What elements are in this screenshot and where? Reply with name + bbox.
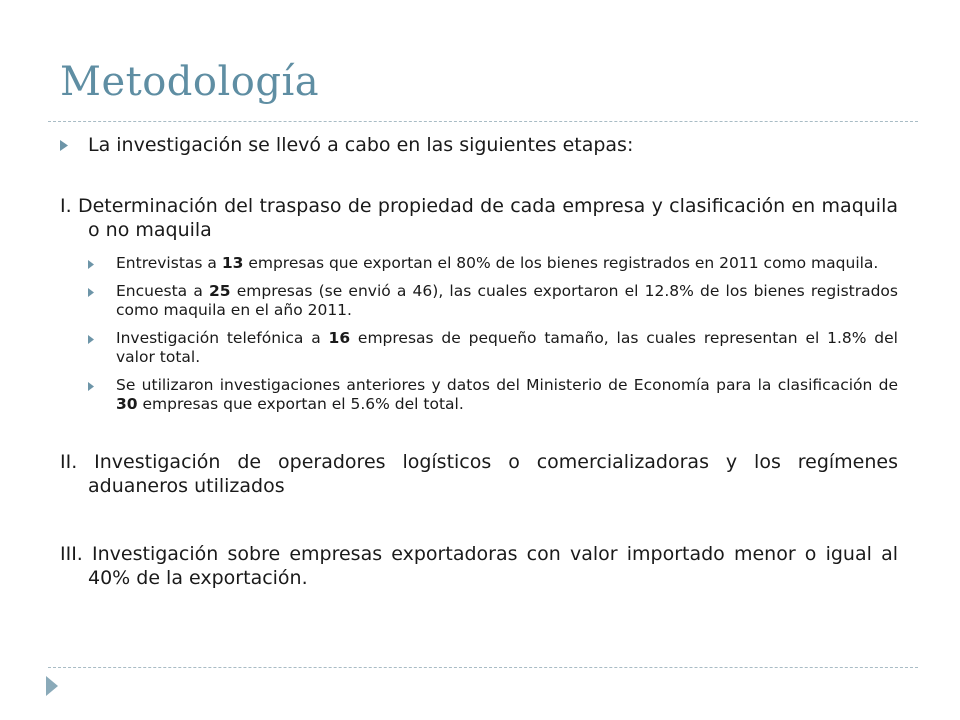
triangle-bullet-icon <box>88 382 94 391</box>
sub-item-interviews <box>88 254 898 273</box>
triangle-bullet-icon <box>60 140 68 151</box>
sub-item-number: 25 <box>208 282 231 300</box>
slide-content <box>60 132 898 590</box>
lead-bullet <box>60 132 898 158</box>
slide-title: Metodología <box>60 59 320 105</box>
stage-3-text: III. Investigación sobre empresas exportadoras con valor importado menor o igual al 40% de la exportación. <box>60 543 898 589</box>
sub-item-pre: Se utilizaron investigaciones anteriores y datos del Ministerio de Economía para la clasificación de <box>116 376 898 394</box>
sub-item-pre: Investigación telefónica a <box>116 329 329 347</box>
triangle-bullet-icon <box>88 335 94 344</box>
stage-2-text: II. Investigación de operadores logísticos o comercializadoras y los regímenes aduaneros utilizados <box>60 451 898 497</box>
sub-item-prior-research <box>88 376 898 414</box>
footer-divider <box>48 667 918 668</box>
sub-item-number: 30 <box>116 395 138 413</box>
triangle-bullet-icon <box>88 260 94 269</box>
sub-item-number: 13 <box>221 254 244 272</box>
sub-item-pre: Entrevistas a <box>116 254 222 272</box>
sub-item-post: empresas que exportan el 5.6% del total. <box>137 395 464 413</box>
triangle-bullet-icon <box>88 288 94 297</box>
sub-item-phone <box>88 329 898 367</box>
title-divider <box>48 121 918 122</box>
sub-item-pre: Encuesta a <box>116 282 209 300</box>
sub-item-post: empresas que exportan el 80% de los bienes registrados en 2011 como maquila. <box>243 254 879 272</box>
sub-item-post: empresas (se envió a 46), las cuales exportaron el 12.8% de los bienes registrados como maquila en el año 2011. <box>116 282 898 319</box>
lead-text: La investigación se llevó a cabo en las siguientes etapas: <box>88 134 634 156</box>
corner-arrow-icon <box>46 676 58 696</box>
sub-item-number: 16 <box>328 329 351 347</box>
sub-item-survey <box>88 282 898 320</box>
stage-1-text: I. Determinación del traspaso de propiedad de cada empresa y clasificación en maquila o no maquila <box>60 195 898 241</box>
stage-1-sub-list <box>60 254 898 414</box>
sub-item-post: empresas de pequeño tamaño, las cuales representan el 1.8% del valor total. <box>116 329 898 366</box>
